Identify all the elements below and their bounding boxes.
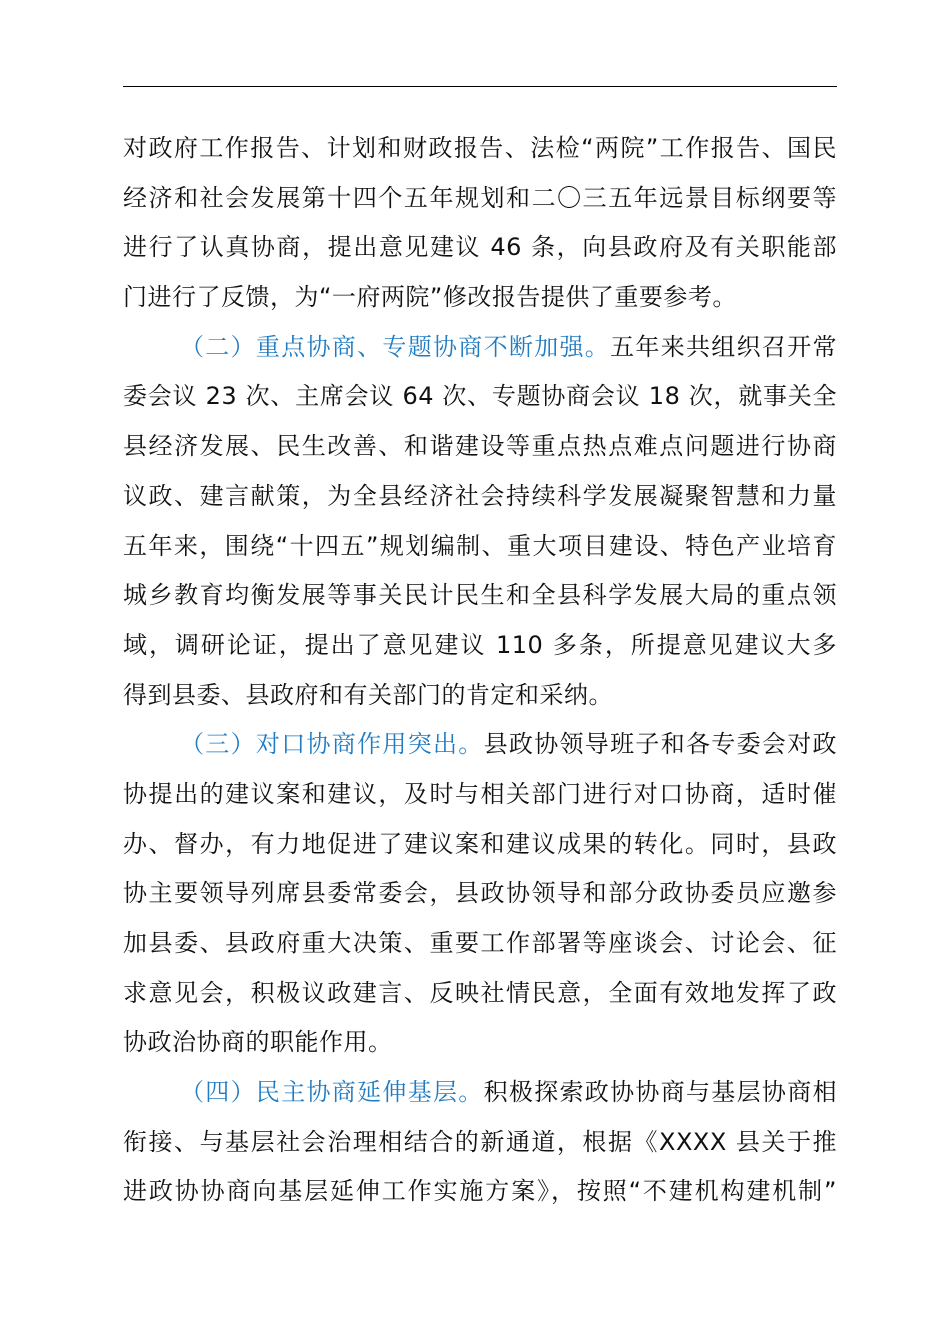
paragraph-first-line	[123, 720, 837, 770]
text-line: 域，调研论证，提出了意见建议 110 多条，所提意见建议大多	[123, 630, 837, 659]
text-line: 对政府工作报告、计划和财政报告、法检“两院”工作报告、国民	[123, 134, 837, 162]
section-heading-4: （四）民主协商延伸基层。	[180, 1078, 484, 1107]
text-line: 得到县委、县政府和有关部门的肯定和采纳。	[123, 680, 613, 709]
header-rule	[123, 86, 837, 87]
text-line: 求意见会，积极议政建言、反映社情民意，全面有效地发挥了政	[123, 978, 837, 1007]
text-line: 委会议 23 次、主席会议 64 次、专题协商会议 18 次，就事关全	[123, 382, 837, 411]
text-line: 进政协协商向基层延伸工作实施方案》，按照“不建机构建机制”	[123, 1177, 837, 1206]
text-run: 积极探索政协协商与基层协商相	[483, 1078, 838, 1107]
text-line: 加县委、县政府重大决策、重要工作部署等座谈会、讨论会、征	[123, 929, 837, 957]
text-line: 办、督办，有力地促进了建议案和建议成果的转化。同时，县政	[123, 829, 837, 858]
text-line: 协主要领导列席县委常委会，县政协领导和部分政协委员应邀参	[123, 879, 837, 908]
section-heading-3: （三）对口协商作用突出。	[180, 730, 484, 759]
text-line: 五年来，围绕“十四五”规划编制、重大项目建设、特色产业培育	[123, 531, 837, 560]
text-run: 县政协领导班子和各专委会对政	[483, 730, 838, 759]
text-line: 城乡教育均衡发展等事关民计民生和全县科学发展大局的重点领	[123, 581, 837, 610]
paragraph-first-line	[123, 1068, 837, 1118]
text-line: 县经济发展、民生改善、和谐建设等重点热点难点问题进行协商	[123, 432, 837, 461]
text-line: 协提出的建议案和建议，及时与相关部门进行对口协商，适时催	[123, 779, 837, 808]
text-line: 衔接、与基层社会治理相结合的新通道，根据《XXXX 县关于推	[123, 1127, 837, 1156]
document-body	[123, 124, 837, 1217]
text-line: 协政治协商的职能作用。	[123, 1028, 393, 1057]
text-line: 经济和社会发展第十四个五年规划和二〇三五年远景目标纲要等	[123, 183, 837, 212]
text-line: 进行了认真协商，提出意见建议 46 条，向县政府及有关职能部	[123, 233, 837, 262]
text-line: 门进行了反馈，为“一府两院”修改报告提供了重要参考。	[123, 283, 737, 312]
section-heading-2: （二）重点协商、专题协商不断加强。	[180, 332, 611, 361]
paragraph-first-line	[123, 323, 837, 373]
text-run: 五年来共组织召开常	[610, 332, 838, 361]
text-line: 议政、建言献策，为全县经济社会持续科学发展凝聚智慧和力量	[123, 481, 837, 510]
